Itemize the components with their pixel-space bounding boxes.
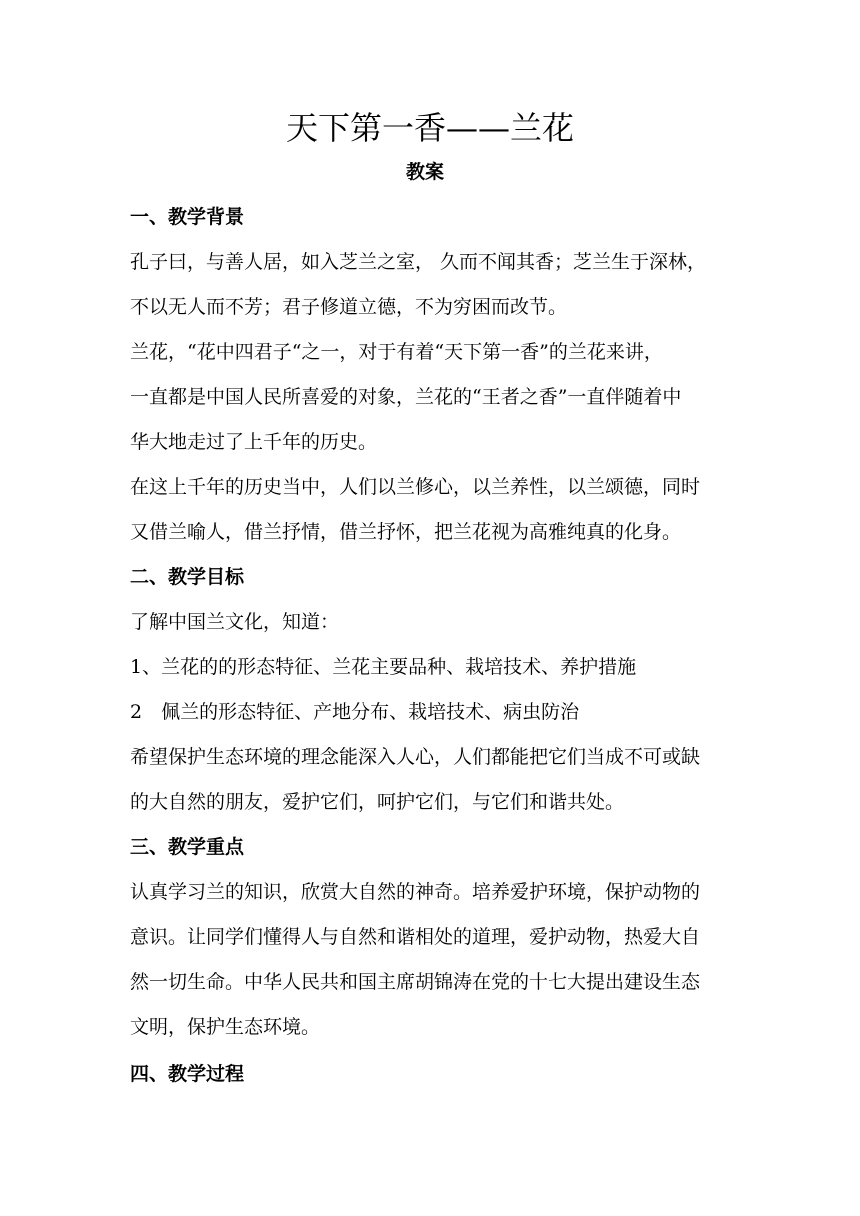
paragraph-line: 认真学习兰的知识，欣赏大自然的神奇。培养爱护环境，保护动物的 xyxy=(130,881,701,903)
paragraph-line: 在这上千年的历史当中，人们以兰修心，以兰养性，以兰颂德，同时 xyxy=(130,476,701,498)
paragraph-line: 一直都是中国人民所喜爱的对象，兰花的“王者之香”一直伴随着中 xyxy=(130,386,682,408)
paragraph-line: 兰花，“花中四君子“之一，对于有着“天下第一香”的兰花来讲， xyxy=(130,341,663,363)
document-title: 天下第一香——兰花 xyxy=(285,109,574,147)
paragraph-line: 孔子曰，与善人居，如入芝兰之室， 久而不闻其香；芝兰生于深林， xyxy=(130,251,707,273)
paragraph-line: 又借兰喻人，借兰抒情，借兰抒怀，把兰花视为高雅纯真的化身。 xyxy=(130,521,682,543)
paragraph-line: 意识。让同学们懂得人与自然和谐相处的道理，爱护动物，热爱大自 xyxy=(130,926,701,948)
list-item: 2 佩兰的形态特征、产地分布、栽培技术、病虫防治 xyxy=(130,701,580,723)
paragraph-line: 华大地走过了上千年的历史。 xyxy=(130,431,378,453)
section-heading-key-points: 三、教学重点 xyxy=(130,836,245,858)
paragraph-line: 的大自然的朋友，爱护它们，呵护它们，与它们和谐共处。 xyxy=(130,791,625,813)
section-heading-background: 一、教学背景 xyxy=(130,206,245,228)
paragraph-line: 希望保护生态环境的理念能深入人心，人们都能把它们当成不可或缺 xyxy=(130,746,701,768)
paragraph-line: 然一切生命。中华人民共和国主席胡锦涛在党的十七大提出建设生态 xyxy=(130,971,701,993)
list-item: 1、兰花的的形态特征、兰花主要品种、栽培技术、养护措施 xyxy=(130,656,637,678)
paragraph-line: 文明，保护生态环境。 xyxy=(130,1016,321,1038)
section-heading-objectives: 二、教学目标 xyxy=(130,566,245,588)
paragraph-line: 不以无人而不芳；君子修道立德，不为穷困而改节。 xyxy=(130,296,568,318)
document-subtitle: 教案 xyxy=(405,161,444,183)
section-heading-process: 四、教学过程 xyxy=(130,1063,245,1085)
paragraph-line: 了解中国兰文化，知道： xyxy=(130,611,340,633)
